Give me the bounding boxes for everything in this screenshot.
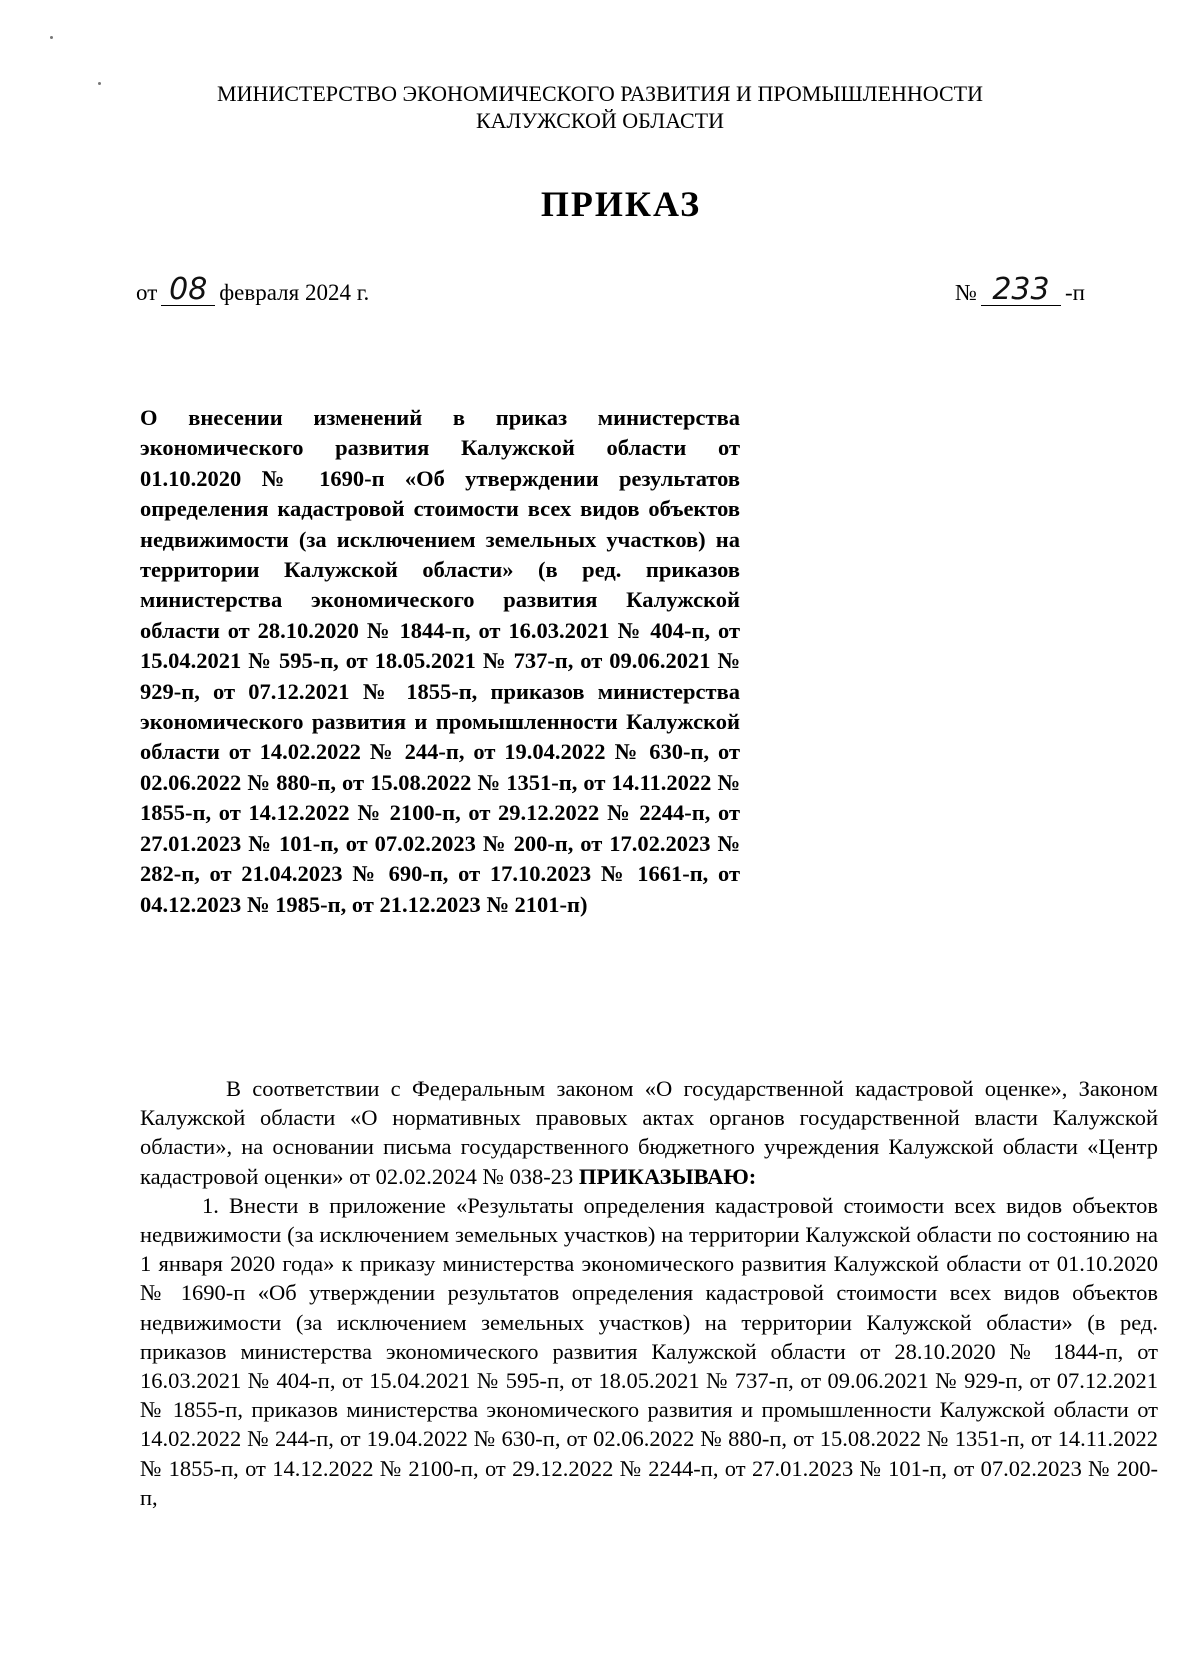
order-body <box>140 1074 1158 1512</box>
preamble-text: В соответствии с Федеральным законом «О государственной кадастровой оценке», Законом Калужской области «О нормативных правовых актах органов государственной власти Калужской области», на основании письма государственного бюджетного учреждения Калужской области «Центр кадастровой оценки» от 02.02.2024 № 038-23 <box>140 1076 1158 1189</box>
order-word: ПРИКАЗЫВАЮ: <box>578 1163 757 1189</box>
date-prefix: от <box>136 280 158 305</box>
preamble-paragraph <box>140 1074 1158 1191</box>
ministry-header <box>0 80 1200 134</box>
number-prefix: № <box>955 280 977 305</box>
scan-speck <box>50 36 53 39</box>
ministry-line-2: КАЛУЖСКОЙ ОБЛАСТИ <box>476 108 724 133</box>
handwritten-day: 08 <box>161 275 215 306</box>
document-title: ПРИКАЗ <box>540 184 702 224</box>
document-number <box>955 272 1085 307</box>
ministry-line-1: МИНИСТЕРСТВО ЭКОНОМИЧЕСКОГО РАЗВИТИЯ И ПРОМЫШЛЕННОСТИ <box>217 81 983 106</box>
date-month-year: февраля 2024 г. <box>219 280 370 305</box>
item-1-paragraph: 1. Внести в приложение «Результаты определения кадастровой стоимости всех видов объектов недвижимости (за исключением земельных участков) на территории Калужской области по состоянию на 1 января 2020 года» к приказу министерства экономического развития Калужской области от 01.10.2020 № 1690-п «Об утверждении результатов определения кадастровой стоимости всех видов объектов недвижимости (за исключением земельных участков) на территории Калужской области» (в ред. приказов министерства экономического развития Калужской области от 28.10.2020 № 1844-п, от 16.03.2021 № 404-п, от 15.04.2021 № 595-п, от 18.05.2021 № 737-п, от 09.06.2021 № 929-п, от 07.12.2021 № 1855-п, приказов министерства экономического развития и промышленности Калужской области от 14.02.2022 № 244-п, от 19.04.2022 № 630-п, от 02.06.2022 № 880-п, от 15.08.2022 № 1351-п, от 14.11.2022 № 1855-п, от 14.12.2022 № 2100-п, от 29.12.2022 № 2244-п, от 27.01.2023 № 101-п, от 07.02.2023 № 200-п, <box>140 1192 1158 1510</box>
order-subject: О внесении изменений в приказ министерства экономического развития Калужской области от 01.10.2020 № 1690-п «Об утверждении результатов определения кадастровой стоимости всех видов объектов недвижимости (за исключением земельных участков) на территории Калужской области» (в ред. приказов министерства экономического развития Калужской области от 28.10.2020 № 1844-п, от 16.03.2021 № 404-п, от 15.04.2021 № 595-п, от 18.05.2021 № 737-п, от 09.06.2021 № 929-п, от 07.12.2021 № 1855-п, приказов министерства экономического развития и промышленности Калужской области от 14.02.2022 № 244-п, от 19.04.2022 № 630-п, от 02.06.2022 № 880-п, от 15.08.2022 № 1351-п, от 14.11.2022 № 1855-п, от 14.12.2022 № 2100-п, от 29.12.2022 № 2244-п, от 27.01.2023 № 101-п, от 07.02.2023 № 200-п, от 17.02.2023 № 282-п, от 21.04.2023 № 690-п, от 17.10.2023 № 1661-п, от 04.12.2023 № 1985-п, от 21.12.2023 № 2101-п) <box>140 405 740 917</box>
handwritten-number: 233 <box>981 275 1061 306</box>
document-date <box>136 272 370 307</box>
number-suffix: -п <box>1064 280 1085 305</box>
